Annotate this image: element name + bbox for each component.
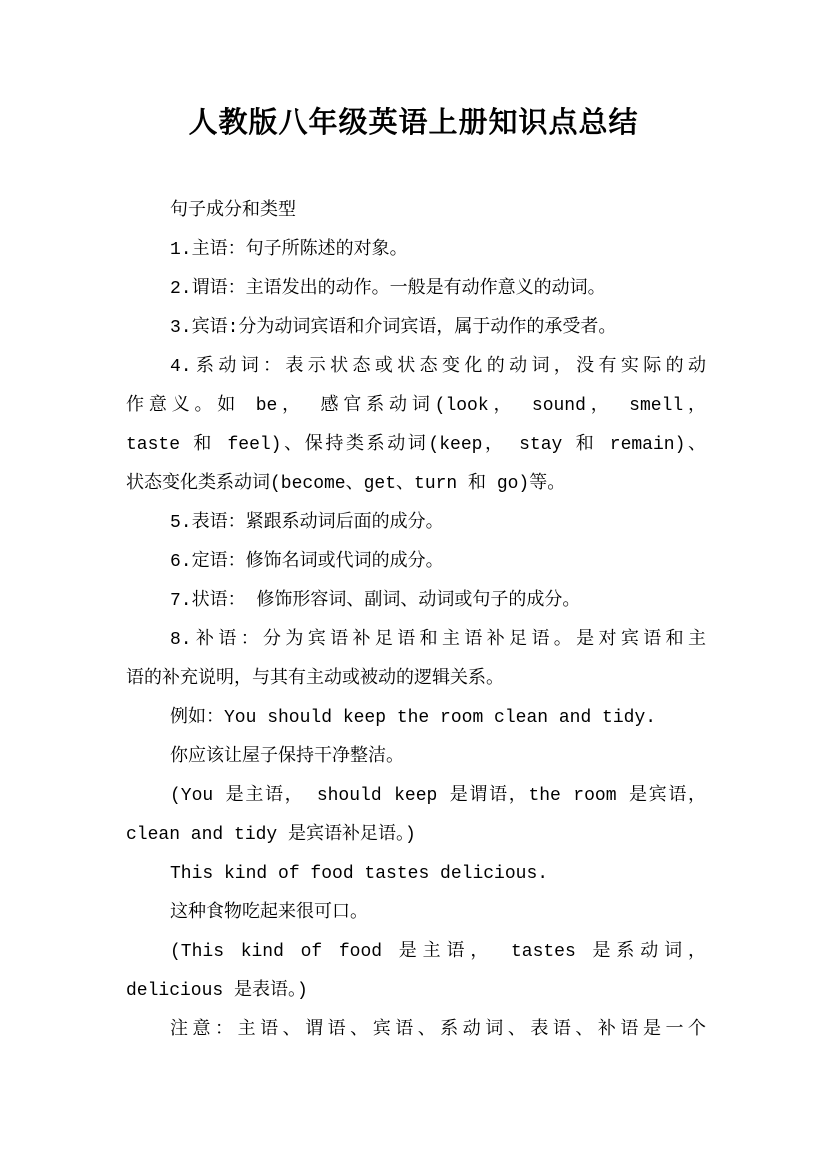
paragraph-line: 状态变化类系动词(become、get、turn 和 go)等。: [126, 474, 566, 494]
paragraph-line: (This kind of food 是主语， tastes 是系动词，: [170, 942, 706, 962]
paragraph-line: This kind of food tastes delicious.: [170, 864, 549, 884]
paragraph-line: 注意：主语、谓语、宾语、系动词、表语、补语是一个: [170, 1020, 706, 1040]
paragraph-line: 作意义。如 be， 感官系动词(look， sound， smell，: [126, 396, 706, 416]
paragraph-line: 这种食物吃起来很可口。: [170, 903, 368, 923]
paragraph-line: 6.定语：修饰名词或代词的成分。: [170, 552, 444, 572]
paragraph-line: 你应该让屋子保持干净整洁。: [170, 747, 404, 767]
paragraph-line: 7.状语： 修饰形容词、副词、动词或句子的成分。: [170, 591, 581, 611]
paragraph-line: clean and tidy 是宾语补足语。): [126, 825, 416, 845]
paragraph-line: 1.主语：句子所陈述的对象。: [170, 240, 408, 260]
paragraph-line: 例如：You should keep the room clean and tidy.: [170, 708, 657, 728]
paragraph-line: 4.系动词：表示状态或状态变化的动词，没有实际的动: [170, 357, 706, 377]
paragraph-line: taste 和 feel)、保持类系动词(keep， stay 和 remain)、: [126, 435, 706, 455]
document-title: 人教版八年级英语上册知识点总结: [188, 105, 639, 139]
paragraph-line: 2.谓语：主语发出的动作。一般是有动作意义的动词。: [170, 279, 606, 299]
paragraph-line: 8.补语：分为宾语补足语和主语补足语。是对宾语和主: [170, 630, 706, 650]
paragraph-line: 3.宾语:分为动词宾语和介词宾语，属于动作的承受者。: [170, 318, 617, 338]
paragraph-line: 句子成分和类型: [170, 201, 296, 221]
paragraph-line: 5.表语：紧跟系动词后面的成分。: [170, 513, 444, 533]
paragraph-line: (You 是主语， should keep 是谓语，the room 是宾语，: [170, 786, 706, 806]
paragraph-line: 语的补充说明，与其有主动或被动的逻辑关系。: [126, 669, 504, 689]
document-body: [126, 192, 706, 1050]
paragraph-line: delicious 是表语。): [126, 981, 308, 1001]
